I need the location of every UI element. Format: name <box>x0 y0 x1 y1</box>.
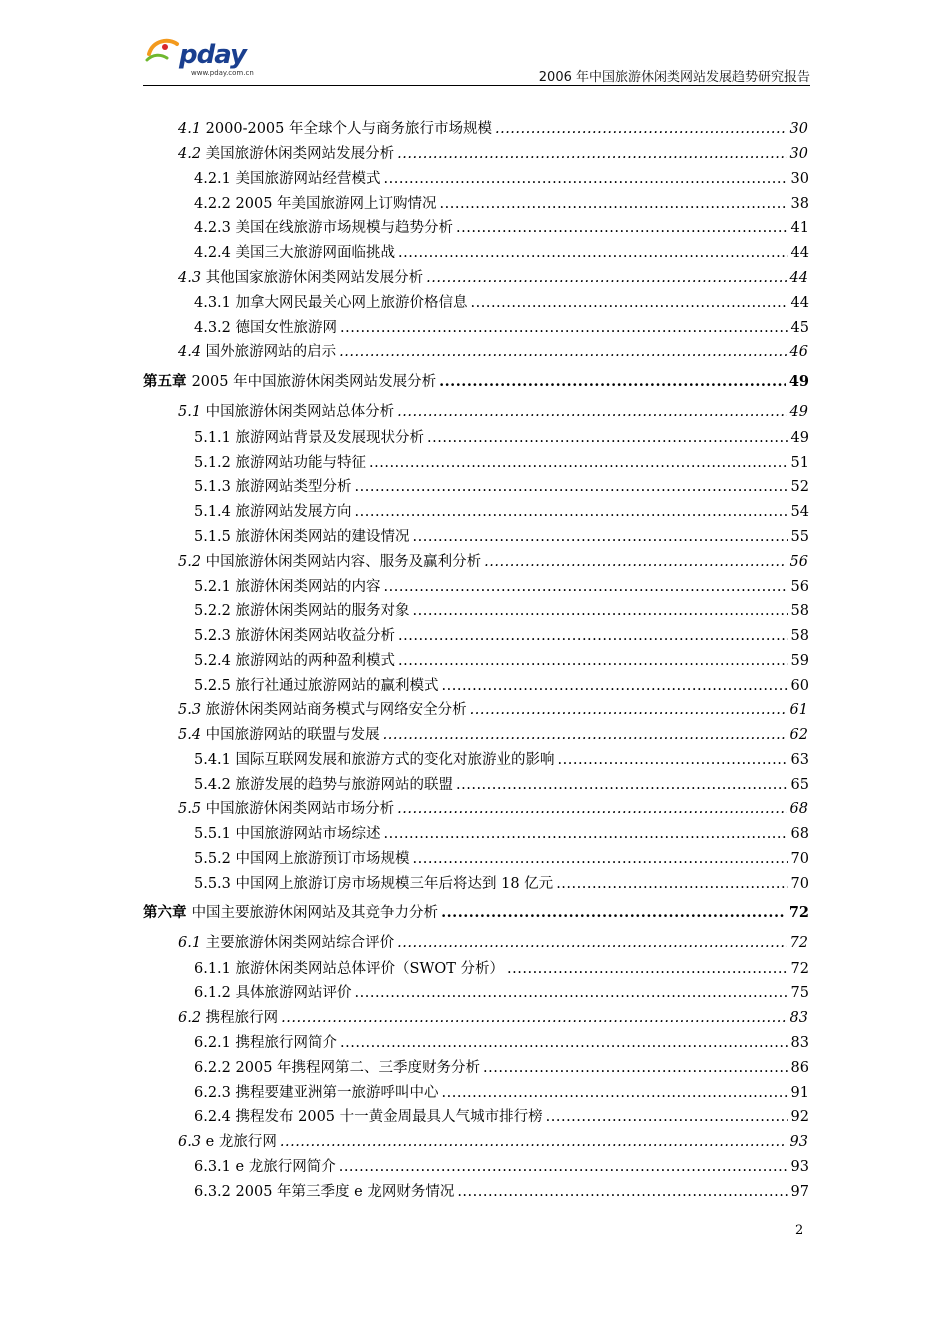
toc-entry-number: 6.2.3 <box>194 1085 231 1101</box>
toc-entry-text: 2005 年携程网第二、三季度财务分析 <box>235 1060 481 1076</box>
toc-entry[interactable] <box>178 266 808 288</box>
toc-page-number: 41 <box>790 220 809 236</box>
toc-leader-dots <box>280 1134 787 1150</box>
toc-page-number: 49 <box>789 404 808 420</box>
toc-entry[interactable] <box>194 575 809 597</box>
toc-entry-title <box>194 241 395 262</box>
toc-entry-number: 5.3 <box>178 702 202 718</box>
toc-entry-title <box>194 575 381 596</box>
toc-entry-text: 美国旅游休闲类网站发展分析 <box>205 146 395 162</box>
toc-leader-dots <box>439 373 786 390</box>
toc-entry-title <box>194 192 437 213</box>
toc-entry-text: 中国旅游休闲类网站总体分析 <box>205 404 395 420</box>
toc-entry[interactable] <box>194 167 809 189</box>
toc-entry[interactable] <box>194 981 809 1003</box>
toc-entry[interactable] <box>178 723 808 745</box>
toc-entry-title <box>178 698 467 719</box>
toc-entry-title <box>194 981 352 1002</box>
toc-leader-dots <box>339 1159 788 1175</box>
toc-entry-number: 5.2.5 <box>194 678 231 694</box>
toc-entry[interactable] <box>194 1031 809 1053</box>
toc-entry-text: 美国在线旅游市场规模与趋势分析 <box>235 220 454 236</box>
toc-entry[interactable] <box>194 1105 809 1127</box>
toc-entry-title <box>194 599 410 620</box>
toc-entry[interactable] <box>194 773 809 795</box>
toc-entry-number: 4.3 <box>178 270 202 286</box>
toc-page-number: 49 <box>790 430 809 446</box>
toc-entry-number: 6.2.2 <box>194 1060 231 1076</box>
toc-entry-number: 5.2 <box>178 554 202 570</box>
toc-leader-dots <box>413 529 788 545</box>
toc-entry-text: 旅游休闲类网站收益分析 <box>235 628 396 644</box>
toc-entry-number: 5.2.2 <box>194 603 231 619</box>
toc-leader-dots <box>281 1010 786 1026</box>
toc-entry-number: 5.1.4 <box>194 504 231 520</box>
toc-entry-title <box>194 847 410 868</box>
toc-page-number: 83 <box>789 1010 808 1026</box>
toc-entry[interactable] <box>194 872 809 894</box>
toc-leader-dots <box>355 479 788 495</box>
toc-leader-dots <box>397 801 786 817</box>
toc-entry-title <box>178 797 394 818</box>
toc-entry-number: 5.4 <box>178 727 202 743</box>
toc-page-number: 44 <box>790 295 809 311</box>
toc-leader-dots <box>355 985 788 1001</box>
toc-leader-dots <box>413 851 788 867</box>
toc-page-number: 52 <box>790 479 809 495</box>
toc-page-number: 68 <box>790 826 809 842</box>
toc-page-number: 72 <box>789 935 808 951</box>
toc-leader-dots <box>398 628 788 644</box>
toc-entry-title <box>178 400 394 421</box>
toc-entry-title <box>194 624 395 645</box>
toc-entry-text: 旅游休闲类网站总体评价（SWOT 分析） <box>235 961 505 977</box>
toc-entry-text: 中国旅游休闲类网站市场分析 <box>205 801 395 817</box>
toc-entry-text: 携程旅行网 <box>205 1010 279 1026</box>
toc-entry-text: 旅游休闲类网站的服务对象 <box>235 603 410 619</box>
toc-entry-number: 4.2 <box>178 146 202 162</box>
toc-entry-text: 2005 年中国旅游休闲类网站发展分析 <box>191 374 437 390</box>
toc-entry[interactable] <box>194 649 809 671</box>
toc-page-number: 83 <box>790 1035 809 1051</box>
toc-leader-dots <box>398 653 788 669</box>
toc-entry-text: 主要旅游休闲类网站综合评价 <box>205 935 395 951</box>
toc-entry[interactable] <box>194 847 809 869</box>
toc-leader-dots <box>456 777 788 793</box>
toc-entry-text: 中国旅游网站的联盟与发展 <box>205 727 380 743</box>
toc-entry-title <box>194 525 410 546</box>
toc-entry[interactable] <box>178 1130 808 1152</box>
toc-entry-number: 6.3 <box>178 1134 202 1150</box>
toc-entry-text: 中国旅游网站市场综述 <box>235 826 381 842</box>
toc-entry-text: 2005 年美国旅游网上订购情况 <box>235 196 437 212</box>
toc-entry[interactable] <box>194 822 809 844</box>
toc-entry-text: 携程要建亚洲第一旅游呼叫中心 <box>235 1085 439 1101</box>
toc-entry[interactable] <box>194 1056 809 1078</box>
toc-page-number: 59 <box>790 653 809 669</box>
toc-entry[interactable] <box>194 1155 809 1177</box>
toc-page-number: 91 <box>790 1085 809 1101</box>
toc-entry-title <box>194 1081 439 1102</box>
toc-leader-dots <box>471 295 788 311</box>
toc-page-number: 62 <box>789 727 808 743</box>
toc-entry-title <box>178 931 394 952</box>
toc-entry-title <box>194 1155 336 1176</box>
logo-swoosh-icon <box>143 32 183 72</box>
toc-entry-text: 旅游网站背景及发展现状分析 <box>235 430 425 446</box>
toc-entry-number: 6.2.1 <box>194 1035 231 1051</box>
toc-page-number: 30 <box>790 171 809 187</box>
toc-entry-number: 6.1.2 <box>194 985 231 1001</box>
pday-logo <box>143 32 283 82</box>
toc-entry-title <box>194 291 468 312</box>
toc-entry-title <box>143 901 438 922</box>
toc-entry-title <box>194 426 424 447</box>
toc-page-number: 55 <box>790 529 809 545</box>
toc-entry-number: 6.3.2 <box>194 1184 231 1200</box>
toc-entry-number: 5.4.2 <box>194 777 231 793</box>
toc-entry[interactable] <box>143 901 809 923</box>
toc-entry-title <box>143 370 436 391</box>
toc-entry-title <box>178 723 380 744</box>
toc-leader-dots <box>440 196 788 212</box>
toc-leader-dots <box>397 404 786 420</box>
toc-entry-title <box>194 167 381 188</box>
toc-leader-dots <box>546 1109 788 1125</box>
toc-entry-text: 美国旅游网站经营模式 <box>235 171 381 187</box>
toc-entry[interactable] <box>194 525 809 547</box>
toc-entry-text: e 龙旅行网 <box>205 1134 277 1150</box>
header-divider <box>143 85 810 86</box>
toc-entry[interactable] <box>143 370 809 392</box>
toc-entry-number: 4.4 <box>178 344 202 360</box>
toc-entry-number: 5.2.3 <box>194 628 231 644</box>
toc-entry-title <box>194 216 453 237</box>
toc-entry-text: 国外旅游网站的启示 <box>205 344 337 360</box>
toc-page-number: 75 <box>790 985 809 1001</box>
toc-leader-dots <box>384 826 788 842</box>
toc-entry-number: 4.3.2 <box>194 320 231 336</box>
toc-leader-dots <box>558 752 788 768</box>
toc-leader-dots <box>442 1085 788 1101</box>
toc-entry-title <box>194 316 337 337</box>
toc-entry-title <box>194 1056 480 1077</box>
toc-entry-text: 加拿大网民最关心网上旅游价格信息 <box>235 295 468 311</box>
toc-entry[interactable] <box>194 957 809 979</box>
toc-entry-text: 美国三大旅游网面临挑战 <box>235 245 396 261</box>
toc-entry-number: 6.3.1 <box>194 1159 231 1175</box>
toc-entry-text: 旅行社通过旅游网站的赢利模式 <box>235 678 439 694</box>
toc-leader-dots <box>483 1060 788 1076</box>
toc-leader-dots <box>397 935 786 951</box>
toc-leader-dots <box>384 171 788 187</box>
toc-entry-text: 旅游休闲类网站的建设情况 <box>235 529 410 545</box>
toc-entry-number: 6.2 <box>178 1010 202 1026</box>
toc-leader-dots <box>426 270 786 286</box>
toc-entry[interactable] <box>194 426 809 448</box>
toc-leader-dots <box>340 320 788 336</box>
toc-entry-text: 旅游休闲类网站商务模式与网络安全分析 <box>205 702 467 718</box>
toc-entry-title <box>194 1105 543 1126</box>
toc-entry[interactable] <box>194 475 809 497</box>
toc-entry-title <box>194 451 366 472</box>
page-number: 2 <box>795 1223 804 1238</box>
toc-entry-number: 4.3.1 <box>194 295 231 311</box>
toc-entry[interactable] <box>178 142 808 164</box>
toc-entry-title <box>178 340 336 361</box>
toc-entry-number: 5.5 <box>178 801 202 817</box>
toc-entry-number: 4.2.4 <box>194 245 231 261</box>
toc-entry-text: 2000-2005 年全球个人与商务旅行市场规模 <box>205 121 492 137</box>
toc-leader-dots <box>369 455 788 471</box>
toc-entry-number: 5.2.1 <box>194 579 231 595</box>
toc-page-number: 68 <box>789 801 808 817</box>
toc-entry-number: 5.1.5 <box>194 529 231 545</box>
toc-entry[interactable] <box>178 117 808 139</box>
toc-entry[interactable] <box>194 1081 809 1103</box>
toc-entry-number: 6.1.1 <box>194 961 231 977</box>
toc-entry-title <box>178 550 481 571</box>
toc-entry-text: 旅游休闲类网站的内容 <box>235 579 381 595</box>
toc-entry-title <box>194 773 453 794</box>
toc-entry-number: 6.1 <box>178 935 202 951</box>
toc-entry-title <box>178 117 492 138</box>
logo-wordmark: pday <box>179 40 246 70</box>
toc-entry-number: 5.5.1 <box>194 826 231 842</box>
toc-entry[interactable] <box>194 599 809 621</box>
toc-entry[interactable] <box>178 1006 808 1028</box>
toc-entry-title <box>194 674 439 695</box>
toc-page-number: 65 <box>790 777 809 793</box>
toc-entry-text: 中国主要旅游休闲网站及其竞争力分析 <box>191 905 439 921</box>
toc-entry-text: 国际互联网发展和旅游方式的变化对旅游业的影响 <box>235 752 555 768</box>
toc-entry-number: 5.2.4 <box>194 653 231 669</box>
toc-entry-number: 4.2.2 <box>194 196 231 212</box>
toc-entry-title <box>194 748 555 769</box>
toc-page-number: 49 <box>788 373 809 390</box>
toc-page-number: 63 <box>790 752 809 768</box>
toc-page-number: 70 <box>790 851 809 867</box>
toc-page-number: 58 <box>790 603 809 619</box>
toc-entry-number: 6.2.4 <box>194 1109 231 1125</box>
toc-entry-text: 中国旅游休闲类网站内容、服务及赢利分析 <box>205 554 482 570</box>
toc-page-number: 30 <box>789 146 808 162</box>
toc-entry-text: 中国网上旅游预订市场规模 <box>235 851 410 867</box>
toc-leader-dots <box>457 1184 787 1200</box>
toc-page-number: 86 <box>790 1060 809 1076</box>
toc-entry-number: 第六章 <box>143 904 187 921</box>
toc-page-number: 44 <box>790 245 809 261</box>
toc-page-number: 51 <box>790 455 809 471</box>
toc-page-number: 60 <box>790 678 809 694</box>
toc-entry-title <box>194 872 553 893</box>
toc-leader-dots <box>507 961 788 977</box>
toc-page-number: 92 <box>790 1109 809 1125</box>
toc-entry-number: 5.1.1 <box>194 430 231 446</box>
toc-entry-title <box>194 1031 337 1052</box>
toc-entry[interactable] <box>194 241 809 263</box>
toc-entry-title <box>194 475 352 496</box>
toc-entry-text: 德国女性旅游网 <box>235 320 338 336</box>
toc-entry[interactable] <box>194 674 809 696</box>
toc-leader-dots <box>339 344 786 360</box>
toc-entry[interactable] <box>178 698 808 720</box>
toc-entry[interactable] <box>194 500 809 522</box>
toc-leader-dots <box>470 702 787 718</box>
document-header-title: 2006 年中国旅游休闲类网站发展趋势研究报告 <box>538 70 810 85</box>
toc-entry[interactable] <box>194 624 809 646</box>
toc-entry[interactable] <box>194 1180 809 1202</box>
toc-entry-number: 第五章 <box>143 373 187 390</box>
toc-page-number: 58 <box>790 628 809 644</box>
toc-entry[interactable] <box>178 400 808 422</box>
toc-entry-title <box>178 1130 277 1151</box>
toc-leader-dots <box>397 146 786 162</box>
toc-entry-text: 携程发布 2005 十一黄金周最具人气城市排行榜 <box>235 1109 543 1125</box>
toc-entry[interactable] <box>194 216 809 238</box>
toc-leader-dots <box>398 245 788 261</box>
toc-page-number: 54 <box>790 504 809 520</box>
toc-entry-title <box>194 500 352 521</box>
toc-entry-text: 其他国家旅游休闲类网站发展分析 <box>205 270 424 286</box>
toc-entry-number: 5.5.3 <box>194 876 231 892</box>
toc-entry-text: 旅游发展的趋势与旅游网站的联盟 <box>235 777 454 793</box>
toc-entry[interactable] <box>178 340 808 362</box>
toc-entry-number: 5.1 <box>178 404 202 420</box>
toc-entry-title <box>194 649 395 670</box>
toc-entry-number: 5.1.3 <box>194 479 231 495</box>
toc-leader-dots <box>442 678 788 694</box>
toc-page-number: 72 <box>790 961 809 977</box>
toc-leader-dots <box>340 1035 788 1051</box>
toc-leader-dots <box>383 727 787 743</box>
toc-entry-number: 4.2.3 <box>194 220 231 236</box>
toc-page-number: 38 <box>790 196 809 212</box>
toc-entry-text: 携程旅行网简介 <box>235 1035 338 1051</box>
logo-url: www.pday.com.cn <box>191 69 254 77</box>
toc-page-number: 56 <box>790 579 809 595</box>
toc-entry[interactable] <box>194 291 809 313</box>
toc-entry[interactable] <box>194 316 809 338</box>
toc-page-number: 56 <box>789 554 808 570</box>
toc-entry-title <box>178 266 423 287</box>
toc-entry[interactable] <box>178 931 808 953</box>
toc-entry-text: e 龙旅行网简介 <box>235 1159 336 1175</box>
toc-entry[interactable] <box>194 748 809 770</box>
toc-entry[interactable] <box>178 797 808 819</box>
toc-entry-title <box>194 822 381 843</box>
toc-page-number: 93 <box>789 1134 808 1150</box>
toc-leader-dots <box>556 876 787 892</box>
toc-entry-number: 5.1.2 <box>194 455 231 471</box>
toc-leader-dots <box>355 504 788 520</box>
toc-leader-dots <box>441 904 786 921</box>
toc-leader-dots <box>427 430 788 446</box>
toc-entry-title <box>178 142 394 163</box>
toc-entry-text: 具体旅游网站评价 <box>235 985 352 1001</box>
toc-page-number: 93 <box>790 1159 809 1175</box>
toc-page-number: 30 <box>789 121 808 137</box>
toc-page-number: 61 <box>789 702 808 718</box>
toc-leader-dots <box>384 579 788 595</box>
toc-entry-title <box>194 957 504 978</box>
toc-entry-text: 旅游网站类型分析 <box>235 479 352 495</box>
toc-entry-number: 5.5.2 <box>194 851 231 867</box>
toc-entry-number: 5.4.1 <box>194 752 231 768</box>
toc-leader-dots <box>495 121 787 137</box>
toc-page-number: 97 <box>790 1184 809 1200</box>
toc-entry[interactable] <box>178 550 808 572</box>
toc-page-number: 44 <box>789 270 808 286</box>
toc-entry[interactable] <box>194 451 809 473</box>
toc-page-number: 46 <box>789 344 808 360</box>
toc-entry[interactable] <box>194 192 809 214</box>
toc-entry-text: 旅游网站的两种盈利模式 <box>235 653 396 669</box>
toc-leader-dots <box>456 220 788 236</box>
toc-page-number: 70 <box>790 876 809 892</box>
toc-leader-dots <box>413 603 788 619</box>
toc-entry-text: 2005 年第三季度 e 龙网财务情况 <box>235 1184 455 1200</box>
toc-entry-text: 中国网上旅游订房市场规模三年后将达到 18 亿元 <box>235 876 554 892</box>
toc-entry-title <box>194 1180 454 1201</box>
toc-page-number: 45 <box>790 320 809 336</box>
toc-leader-dots <box>484 554 786 570</box>
toc-entry-title <box>178 1006 278 1027</box>
toc-entry-number: 4.1 <box>178 121 202 137</box>
toc-entry-number: 4.2.1 <box>194 171 231 187</box>
toc-entry-text: 旅游网站发展方向 <box>235 504 352 520</box>
toc-page-number: 72 <box>788 904 809 921</box>
toc-entry-text: 旅游网站功能与特征 <box>235 455 367 471</box>
